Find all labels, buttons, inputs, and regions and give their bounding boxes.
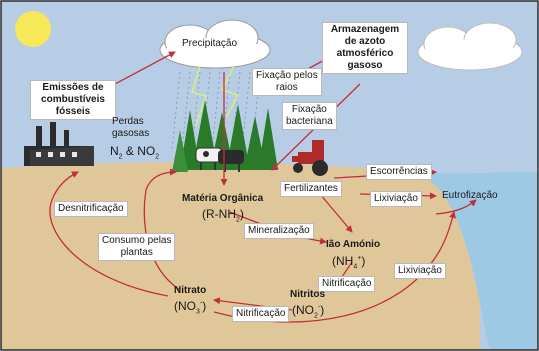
nitrites-formula-end: ) <box>320 303 325 317</box>
leaching-right-label: Lixiviação <box>394 263 446 279</box>
ammonium-formula-sub: 4 <box>353 263 358 271</box>
nitrites-formula-sup: - <box>317 304 321 311</box>
lightning-fixation-line-1: Fixação pelos <box>256 70 318 81</box>
gas-formula-and-sub: 2 <box>155 153 160 161</box>
organic-formula-end: ) <box>239 207 244 221</box>
leaching-top-label: Lixiviação <box>370 191 422 207</box>
nitrate-formula-main: (NO <box>174 299 196 313</box>
fossil-emissions-box <box>30 80 116 120</box>
plant-consumption-box <box>98 233 175 261</box>
ammonium-ion-label: Ião Amónio <box>326 239 381 250</box>
cloud-icon <box>418 23 522 70</box>
gas-formula-o: O <box>145 144 156 158</box>
gas-formula-n: N <box>110 144 119 158</box>
bacterial-fixation-line-2: bacteriana <box>286 116 333 127</box>
organic-matter-label: Matéria Orgânica <box>182 193 264 204</box>
nitrogen-storage-line-2: de azoto <box>344 36 386 47</box>
lightning-fixation-box <box>252 68 322 96</box>
gas-formula-and: & N <box>122 144 146 158</box>
nitrites-formula-main: (NO <box>292 303 314 317</box>
nitrites-formula <box>292 303 325 320</box>
fossil-emissions-line-2: combustíveis <box>41 94 105 105</box>
runoff-label: Escorrências <box>366 164 432 180</box>
mineralization-label: Mineralização <box>244 223 314 239</box>
gas-formula-n-sub: 2 <box>118 153 123 161</box>
nitrate-formula-sup: - <box>199 300 203 307</box>
organic-formula <box>202 207 244 224</box>
ammonium-formula-sup: + <box>357 255 362 262</box>
eutrophication-label: Eutrofização <box>442 190 498 201</box>
ammonium-formula-main: (NH <box>332 254 354 268</box>
fossil-emissions-line-1: Emissões de <box>42 82 104 93</box>
nitrate-formula-end: ) <box>202 299 207 313</box>
lightning-fixation-line-2: raios <box>276 82 298 93</box>
nitrate-formula <box>174 299 207 316</box>
plant-consumption-line-2: plantas <box>120 247 153 258</box>
nitrogen-storage-line-3: atmosférico <box>336 48 394 59</box>
denitrification-label: Desnitrificação <box>54 201 128 217</box>
nitrites-formula-sub: 2 <box>314 312 318 320</box>
precipitation-label: Precipitação <box>182 38 238 49</box>
gas-losses-line-1: Perdas <box>112 116 144 127</box>
gas-losses-label <box>112 116 149 140</box>
nitrification-bottom-label: Nitrificação <box>232 306 289 322</box>
gas-losses-line-2: gasosas <box>112 128 150 139</box>
gas-formula <box>110 144 160 161</box>
plant-consumption-line-1: Consumo pelas <box>102 235 172 246</box>
bacterial-fixation-line-1: Fixação <box>291 104 327 115</box>
nitrogen-storage-line-1: Armazenagem <box>330 24 400 35</box>
ammonium-formula-end: ) <box>361 254 366 268</box>
fossil-emissions-line-3: fósseis <box>55 106 91 117</box>
organic-formula-main: (R-NH <box>202 207 236 221</box>
nitrogen-storage-box <box>322 22 408 74</box>
fertilizers-label: Fertilizantes <box>280 181 342 197</box>
nitrites-label: Nitritos <box>290 289 325 300</box>
organic-formula-sub: 2 <box>236 216 240 224</box>
nitrate-formula-sub: 3 <box>196 308 200 316</box>
nitrification-right-label: Nitrificação <box>318 276 375 292</box>
nitrate-label: Nitrato <box>174 285 207 296</box>
bacterial-fixation-box <box>282 102 337 130</box>
sun-icon <box>15 11 51 47</box>
nitrogen-storage-line-4: gasoso <box>347 60 383 71</box>
ammonium-formula <box>332 254 366 271</box>
